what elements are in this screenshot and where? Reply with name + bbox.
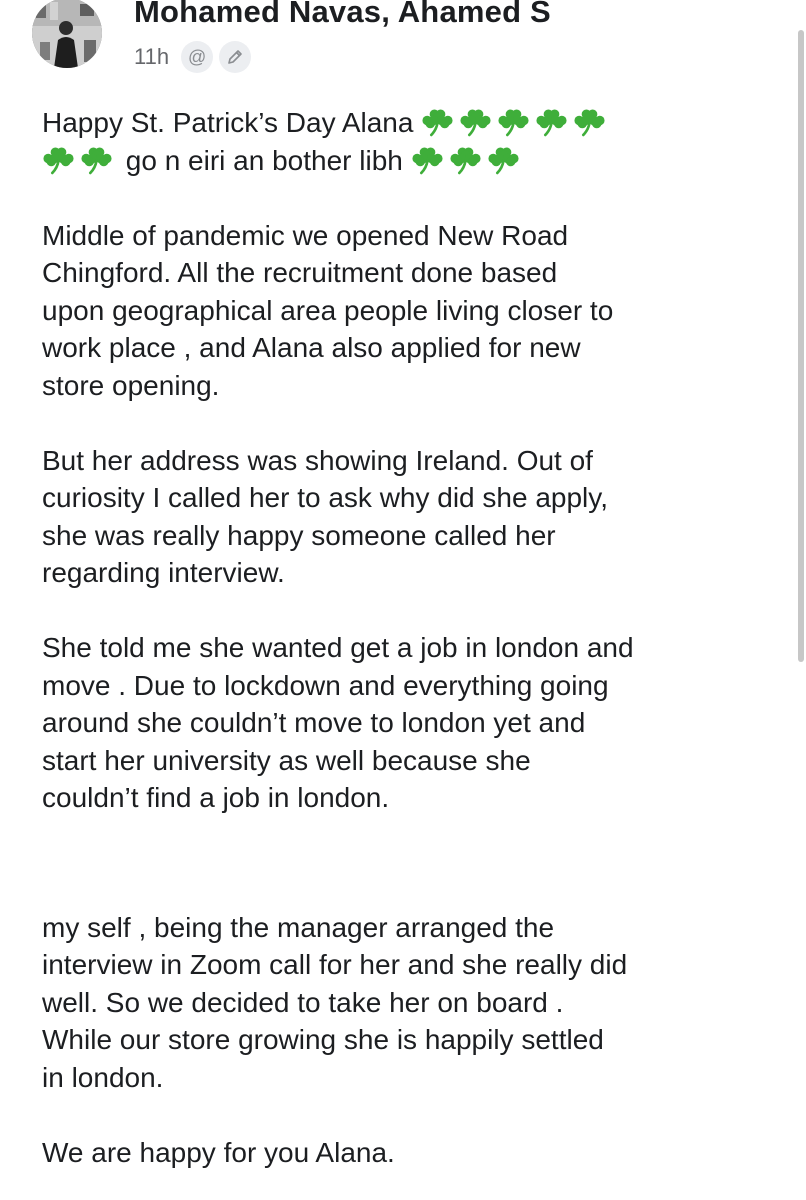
post-paragraph: Middle of pandemic we opened New Road Chingford. All the recruitment done based upon geographical area people living closer to work place , and Alana also applied for new store opening. <box>42 219 614 401</box>
post-paragraph: We are happy for you Alana. <box>42 1136 395 1168</box>
avatar[interactable] <box>32 0 102 68</box>
scrollbar[interactable] <box>798 30 804 662</box>
shamrock-icon <box>80 143 113 176</box>
shamrock-icon <box>535 105 568 138</box>
post-timestamp[interactable]: 11h <box>134 44 170 69</box>
shamrock-icon <box>411 143 444 176</box>
shamrock-icon <box>421 105 454 138</box>
post-header <box>32 0 792 76</box>
shamrock-icon <box>573 105 606 138</box>
shamrock-icon <box>487 143 520 176</box>
post-paragraph: my self , being the manager arranged the interview in Zoom call for her and she really did well. So we decided to take her on board . While our store growing she is happily settled in london. <box>42 911 628 1093</box>
shamrock-icon <box>42 143 75 176</box>
greeting <box>42 104 772 179</box>
post-meta <box>134 40 257 74</box>
shamrock-icon <box>449 143 482 176</box>
post-paragraph: She told me she wanted get a job in london and move . Due to lockdown and everything going around she couldn’t move to london yet and start her university as well because she couldn’t find a job in london. <box>42 632 634 813</box>
at-icon[interactable]: @ <box>181 41 213 73</box>
profile-photo-icon <box>32 0 102 68</box>
post-paragraph: But her address was showing Ireland. Out of curiosity I called her to ask why did she apply, she was really happy someone called her regarding interview. <box>42 444 608 588</box>
shamrock-icon <box>459 105 492 138</box>
author-name[interactable]: Mohamed Navas, Ahamed S <box>134 0 551 29</box>
shamrock-icon <box>497 105 530 138</box>
greeting-line-2: go n eiri an bother libh <box>125 144 403 176</box>
greeting-line-1: Happy St. Patrick’s Day Alana <box>42 107 414 138</box>
pencil-icon[interactable] <box>219 41 251 73</box>
post-body <box>42 104 772 1171</box>
